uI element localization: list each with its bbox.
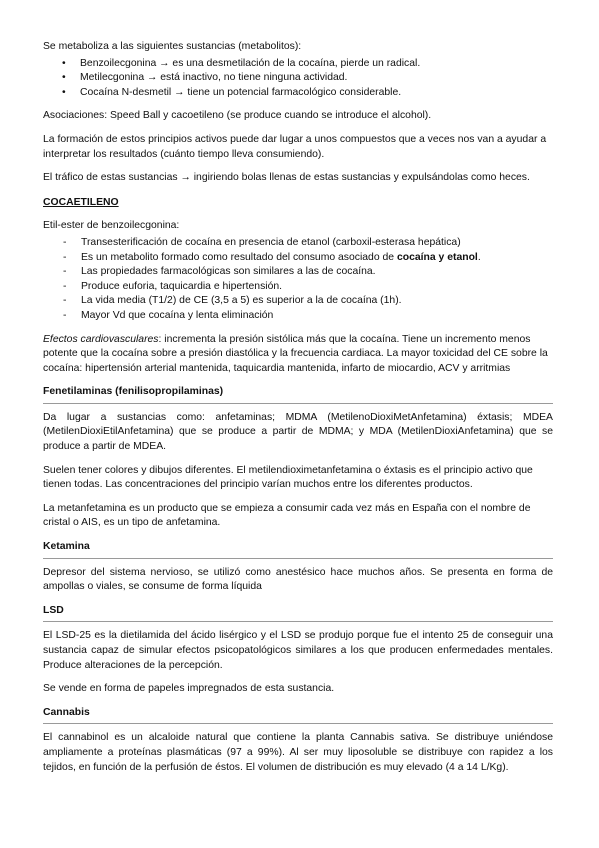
traffic-paragraph: El tráfico de estas sustancias → ingiriendo bolas llenas de estas sustancias y expulsándolas como heces. bbox=[43, 172, 530, 184]
cocaetileno-intro: Etil-ester de benzoilecgonina: bbox=[43, 220, 180, 232]
list-item-text: Es un metabolito formado como resultado del consumo asociado de bbox=[81, 251, 397, 263]
list-item: • Metilecgonina → está inactivo, no tiene ninguna actividad. bbox=[62, 71, 553, 86]
fenetilaminas-paragraph-2: Suelen tener colores y dibujos diferentes. El metilendioximetanfetamina o éxtasis es el principio activo que tienen todas. Las concentraciones del principio varían muchos entre los diferentes productos. bbox=[43, 464, 533, 491]
cardiovascular-paragraph bbox=[43, 333, 553, 377]
fenetilaminas-paragraph-1: Da lugar a sustancias como: anfetaminas; MDMA (MetilenoDioxiMetAnfetamina) éxtasis; MDEA (MetilenDioxiEtilAnfetamina) que se produce a partir de MDMA; y MDA (MetilenDioxiAnfetamina) que se produce a partir de MDEA. bbox=[43, 411, 553, 453]
cardiovascular-text: : incrementa la presión sistólica más que la cocaína. Tiene un incremento menos potente que la cocaína sobre a presión diastólica y la frecuencia cardiaca. La mayor toxicidad del CE sobre la cocaína: hipertensión arterial mantenida, taquicardia mantenida, infarto de miocardio, ACV y arritmias bbox=[43, 333, 548, 374]
list-item: - Produce euforia, taquicardia e hipertensión. bbox=[63, 280, 553, 295]
cocaetileno-list bbox=[43, 236, 553, 324]
formation-paragraph: La formación de estos principios activos puede dar lugar a unos compuestos que a veces nos van a ayudar a interpretar los resultados (cuánto tiempo lleva consumiendo). bbox=[43, 133, 547, 160]
cannabis-paragraph: El cannabinol es un alcaloide natural que contiene la planta Cannabis sativa. Se distribuye uniéndose ampliamente a proteínas plasmáticas (97 a 99%). Al ser muy liposoluble se distribuye con rapidez a los tejidos, en función de la perfusión de éstos. El volumen de distribución es muy elevado (4 a 14 L/Kg). bbox=[43, 732, 553, 773]
list-item: • Cocaína N-desmetil → tiene un potencial farmacológico considerable. bbox=[62, 86, 553, 101]
cocaetileno-heading: COCAETILENO bbox=[43, 196, 119, 208]
list-item: - Transesterificación de cocaína en presencia de etanol (carboxil-esterasa hepática) bbox=[63, 236, 553, 251]
list-item-end: . bbox=[477, 251, 481, 263]
ketamina-paragraph: Depresor del sistema nervioso, se utilizó como anestésico hace muchos años. Se presenta en forma de ampollas o viales, se consume de forma líquida bbox=[43, 566, 553, 593]
list-item-bold-text: cocaína y etanol bbox=[396, 251, 478, 263]
lsd-heading: LSD bbox=[43, 604, 553, 623]
metabolites-list bbox=[43, 57, 553, 101]
ketamina-heading: Ketamina bbox=[43, 540, 553, 559]
lsd-paragraph-2: Se vende en forma de papeles impregnados de esta sustancia. bbox=[43, 683, 335, 695]
list-item: - La vida media (T1/2) de CE (3,5 a 5) es superior a la de cocaína (1h). bbox=[63, 294, 553, 309]
list-item: - Mayor Vd que cocaína y lenta eliminación bbox=[63, 309, 553, 324]
cardiovascular-label: Efectos cardiovasculares bbox=[43, 333, 159, 345]
list-item bbox=[63, 251, 553, 266]
associations-paragraph: Asociaciones: Speed Ball y cacoetileno (se produce cuando se introduce el alcohol). bbox=[43, 110, 432, 122]
list-item: • Benzoilecgonina → es una desmetilación de la cocaína, pierde un radical. bbox=[62, 57, 553, 72]
list-item: - Las propiedades farmacológicas son similares a las de cocaína. bbox=[63, 265, 553, 280]
cannabis-heading: Cannabis bbox=[43, 706, 553, 725]
fenetilaminas-heading: Fenetilaminas (fenilisopropilaminas) bbox=[43, 385, 553, 404]
metabolism-intro: Se metaboliza a las siguientes sustancias (metabolitos): bbox=[43, 41, 302, 52]
fenetilaminas-paragraph-3: La metanfetamina es un producto que se empieza a consumir cada vez más en España con el nombre de cristal o AIS, es un tipo de anfetamina. bbox=[43, 502, 531, 529]
lsd-paragraph-1: El LSD-25 es la dietilamida del ácido lisérgico y el LSD se produjo porque fue el intento 25 de conseguir una sustancia capaz de simular efectos psicopatológicos similares a los que producen enfermedades mentales. Produce alteraciones de la percepción. bbox=[43, 630, 553, 671]
